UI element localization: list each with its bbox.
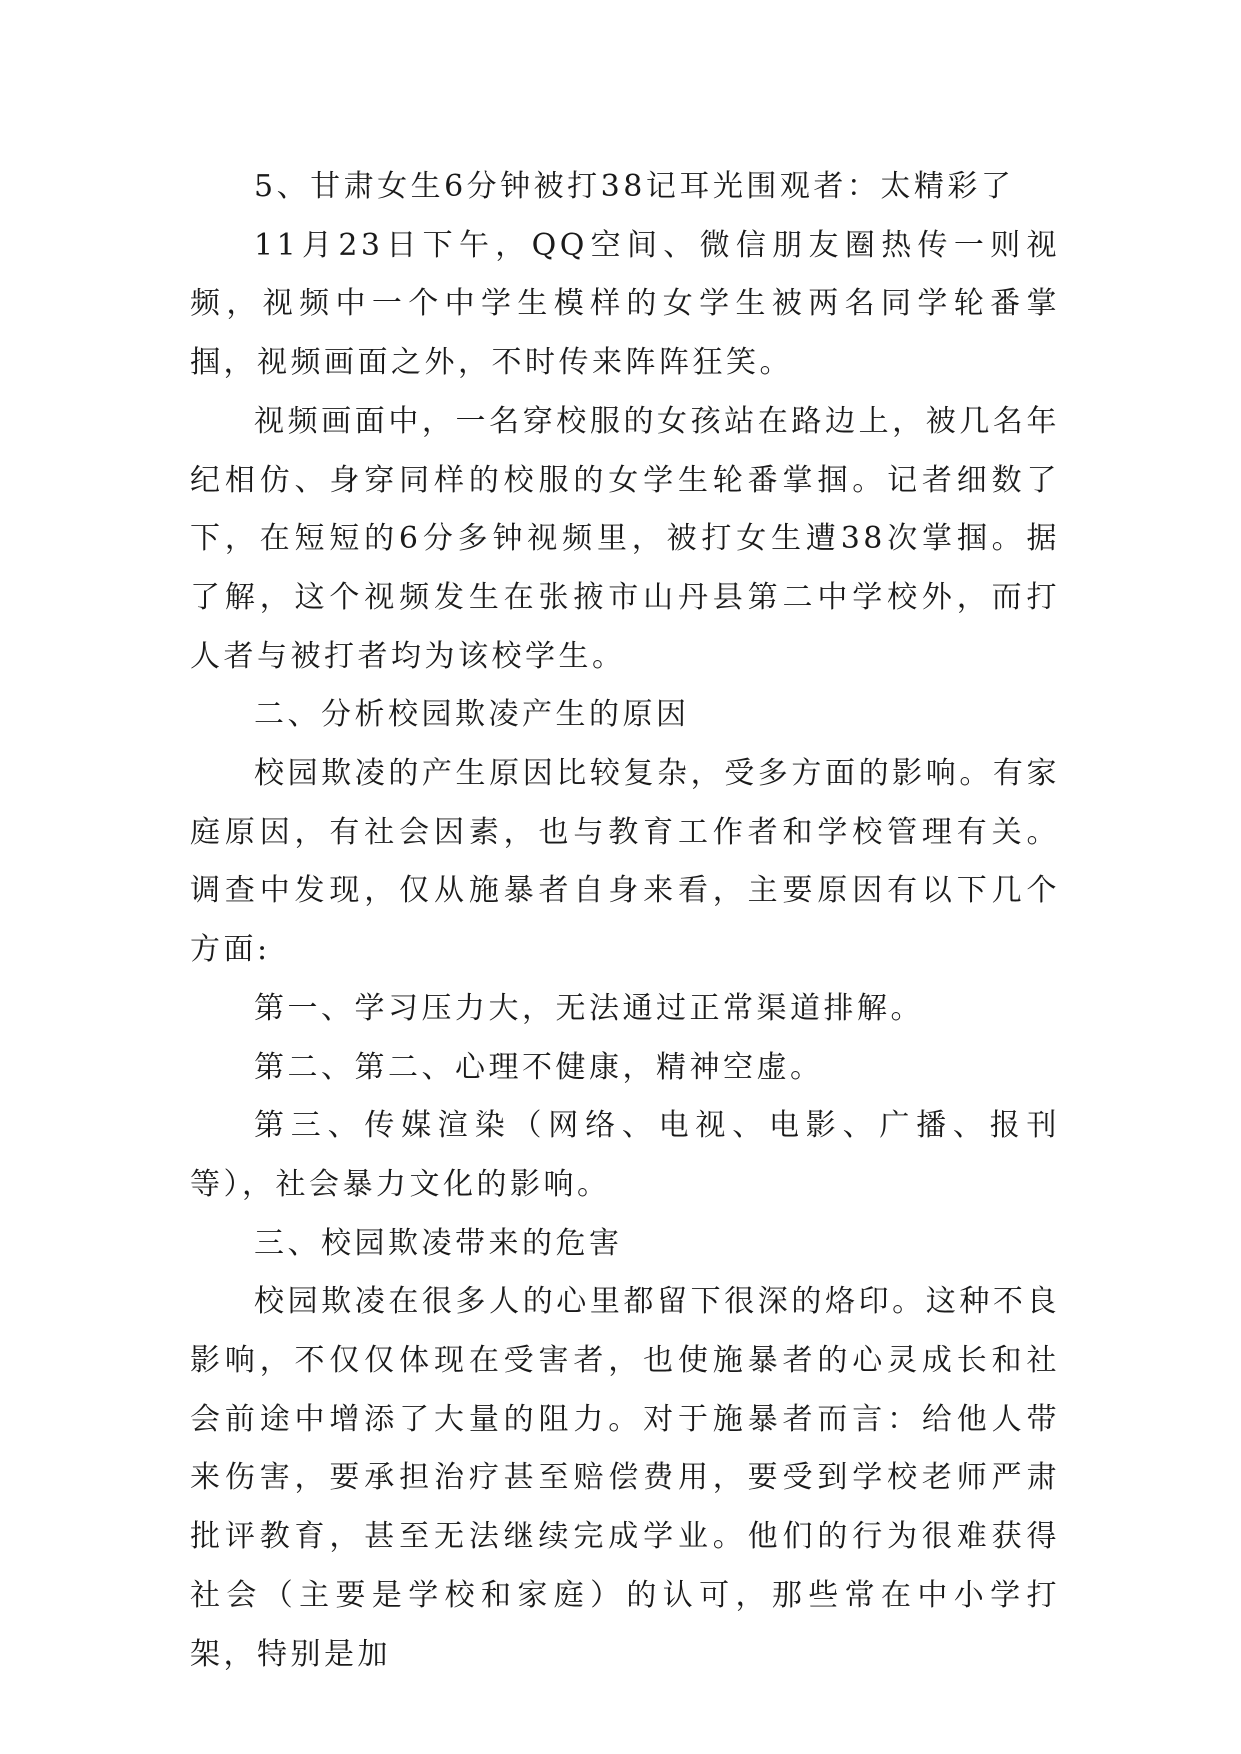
document-body: [190, 158, 1060, 1684]
list-item-cause-2: 第二、第二、心理不健康，精神空虚。: [254, 1049, 824, 1085]
list-item-cause-1: 第一、学习压力大，无法通过正常渠道排解。: [254, 990, 924, 1026]
paragraph-case-title: 5、甘肃女生6分钟被打38记耳光围观者：太精彩了: [254, 169, 1015, 204]
paragraph-video-report: 11月23日下午，QQ空间、微信朋友圈热传一则视频，视频中一个中学生模样的女学生被两名同学轮番掌掴，视频画面之外，不时传来阵阵狂笑。: [190, 227, 1060, 381]
section-heading-harms: 三、校园欺凌带来的危害: [254, 1225, 623, 1261]
list-item-cause-3: 第三、传媒渲染（网络、电视、电影、广播、报刊等），社会暴力文化的影响。: [190, 1108, 1060, 1202]
paragraph-harms: 校园欺凌在很多人的心里都留下很深的烙印。这种不良影响，不仅仅体现在受害者，也使施暴者的心灵成长和社会前途中增添了大量的阻力。对于施暴者而言：给他人带来伤害，要承担治疗甚至赔偿费用，要受到学校老师严肃批评教育，甚至无法继续完成学业。他们的行为很难获得社会（主要是学校和家庭）的认可，那些常在中小学打架，特别是加: [190, 1284, 1060, 1672]
section-heading-causes: 二、分析校园欺凌产生的原因: [254, 697, 690, 733]
paragraph-causes-intro: 校园欺凌的产生原因比较复杂，受多方面的影响。有家庭原因，有社会因素，也与教育工作者和学校管理有关。调查中发现，仅从施暴者自身来看，主要原因有以下几个方面:: [190, 756, 1060, 968]
paragraph-video-detail: 视频画面中，一名穿校服的女孩站在路边上，被几名年纪相仿、身穿同样的校服的女学生轮番掌掴。记者细数了下，在短短的6分多钟视频里，被打女生遭38次掌掴。据了解，这个视频发生在张掖市山丹县第二中学校外，而打人者与被打者均为该校学生。: [190, 403, 1060, 674]
